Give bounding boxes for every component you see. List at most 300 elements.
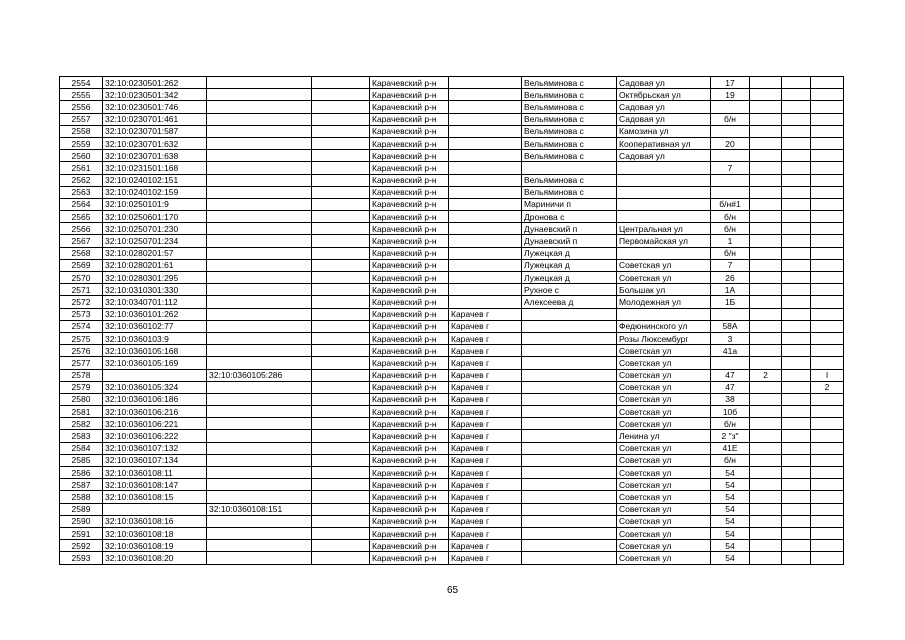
street-cell: Садовая ул xyxy=(617,77,711,89)
district-cell: Карачевский р-н xyxy=(370,418,449,430)
district-cell: Карачевский р-н xyxy=(370,357,449,369)
district-cell: Карачевский р-н xyxy=(370,552,449,564)
table-row xyxy=(60,284,844,296)
structure-number-cell xyxy=(782,308,811,320)
city-cell: Карачев г xyxy=(449,369,522,381)
house-number-cell: 7 xyxy=(711,259,750,271)
house-number-cell xyxy=(711,125,750,137)
building-number-cell xyxy=(750,247,782,259)
table-row xyxy=(60,113,844,125)
cadastral-number-alt-cell xyxy=(207,345,312,357)
house-number-cell: б/н xyxy=(711,454,750,466)
settlement-cell xyxy=(522,515,617,527)
city-cell: Карачев г xyxy=(449,381,522,393)
structure-number-cell xyxy=(782,150,811,162)
apartment-number-cell xyxy=(811,308,844,320)
street-cell: Ленина ул xyxy=(617,430,711,442)
row-number-cell: 2572 xyxy=(60,296,103,308)
cadastral-number-alt-cell xyxy=(207,150,312,162)
city-cell xyxy=(449,101,522,113)
settlement-cell xyxy=(522,418,617,430)
row-number-cell: 2561 xyxy=(60,162,103,174)
building-number-cell xyxy=(750,77,782,89)
building-number-cell xyxy=(750,418,782,430)
row-number-cell: 2574 xyxy=(60,320,103,332)
apartment-number-cell xyxy=(811,284,844,296)
cadastral-number-cell: 32:10:0230501:342 xyxy=(103,89,207,101)
blank-cell-cell xyxy=(312,296,370,308)
cadastral-number-alt-cell xyxy=(207,162,312,174)
blank-cell-cell xyxy=(312,320,370,332)
row-number-cell: 2567 xyxy=(60,235,103,247)
street-cell: Советская ул xyxy=(617,357,711,369)
table-row xyxy=(60,540,844,552)
structure-number-cell xyxy=(782,223,811,235)
city-cell: Карачев г xyxy=(449,491,522,503)
cadastral-number-alt-cell xyxy=(207,308,312,320)
settlement-cell xyxy=(522,491,617,503)
building-number-cell xyxy=(750,198,782,210)
cadastral-number-cell: 32:10:0360107:132 xyxy=(103,442,207,454)
city-cell xyxy=(449,186,522,198)
district-cell: Карачевский р-н xyxy=(370,174,449,186)
district-cell: Карачевский р-н xyxy=(370,442,449,454)
district-cell: Карачевский р-н xyxy=(370,393,449,405)
blank-cell-cell xyxy=(312,345,370,357)
street-cell: Советская ул xyxy=(617,259,711,271)
settlement-cell xyxy=(522,454,617,466)
house-number-cell: 41а xyxy=(711,345,750,357)
building-number-cell xyxy=(750,430,782,442)
table-row xyxy=(60,77,844,89)
cadastral-number-alt-cell xyxy=(207,406,312,418)
district-cell: Карачевский р-н xyxy=(370,406,449,418)
table-row xyxy=(60,503,844,515)
house-number-cell: 54 xyxy=(711,467,750,479)
blank-cell-cell xyxy=(312,332,370,344)
row-number-cell: 2563 xyxy=(60,186,103,198)
house-number-cell xyxy=(711,186,750,198)
apartment-number-cell xyxy=(811,186,844,198)
city-cell xyxy=(449,211,522,223)
blank-cell-cell xyxy=(312,357,370,369)
structure-number-cell xyxy=(782,77,811,89)
row-number-cell: 2577 xyxy=(60,357,103,369)
structure-number-cell xyxy=(782,320,811,332)
settlement-cell xyxy=(522,552,617,564)
blank-cell-cell xyxy=(312,150,370,162)
city-cell: Карачев г xyxy=(449,357,522,369)
structure-number-cell xyxy=(782,259,811,271)
city-cell xyxy=(449,77,522,89)
city-cell xyxy=(449,137,522,149)
city-cell xyxy=(449,235,522,247)
row-number-cell: 2554 xyxy=(60,77,103,89)
district-cell: Карачевский р-н xyxy=(370,150,449,162)
row-number-cell: 2593 xyxy=(60,552,103,564)
district-cell: Карачевский р-н xyxy=(370,137,449,149)
apartment-number-cell xyxy=(811,406,844,418)
table-row xyxy=(60,430,844,442)
city-cell: Карачев г xyxy=(449,393,522,405)
table-row xyxy=(60,223,844,235)
table-row xyxy=(60,467,844,479)
settlement-cell: Рухное с xyxy=(522,284,617,296)
apartment-number-cell xyxy=(811,491,844,503)
house-number-cell: 10б xyxy=(711,406,750,418)
row-number-cell: 2579 xyxy=(60,381,103,393)
blank-cell-cell xyxy=(312,125,370,137)
city-cell: Карачев г xyxy=(449,503,522,515)
row-number-cell: 2565 xyxy=(60,211,103,223)
street-cell xyxy=(617,308,711,320)
structure-number-cell xyxy=(782,345,811,357)
settlement-cell: Дунаевский п xyxy=(522,235,617,247)
row-number-cell: 2583 xyxy=(60,430,103,442)
structure-number-cell xyxy=(782,369,811,381)
settlement-cell xyxy=(522,332,617,344)
blank-cell-cell xyxy=(312,77,370,89)
cadastral-number-cell: 32:10:0360105:324 xyxy=(103,381,207,393)
apartment-number-cell xyxy=(811,540,844,552)
street-cell: Первомайская ул xyxy=(617,235,711,247)
settlement-cell xyxy=(522,345,617,357)
house-number-cell xyxy=(711,357,750,369)
row-number-cell: 2582 xyxy=(60,418,103,430)
cadastral-number-cell: 32:10:0360106:221 xyxy=(103,418,207,430)
building-number-cell xyxy=(750,235,782,247)
row-number-cell: 2592 xyxy=(60,540,103,552)
table-row xyxy=(60,406,844,418)
cadastral-number-cell: 32:10:0230701:632 xyxy=(103,137,207,149)
blank-cell-cell xyxy=(312,211,370,223)
cadastral-number-cell: 32:10:0360106:186 xyxy=(103,393,207,405)
cadastral-number-cell: 32:10:0230701:638 xyxy=(103,150,207,162)
cadastral-number-alt-cell xyxy=(207,552,312,564)
house-number-cell: 3 xyxy=(711,332,750,344)
street-cell: Советская ул xyxy=(617,515,711,527)
cadastral-number-alt-cell xyxy=(207,527,312,539)
cadastral-number-alt-cell xyxy=(207,357,312,369)
apartment-number-cell xyxy=(811,393,844,405)
table-row xyxy=(60,308,844,320)
cadastral-number-cell: 32:10:0360108:11 xyxy=(103,467,207,479)
building-number-cell xyxy=(750,259,782,271)
building-number-cell xyxy=(750,467,782,479)
structure-number-cell xyxy=(782,467,811,479)
table-row xyxy=(60,320,844,332)
district-cell: Карачевский р-н xyxy=(370,284,449,296)
district-cell: Карачевский р-н xyxy=(370,491,449,503)
table-row xyxy=(60,296,844,308)
street-cell: Большак ул xyxy=(617,284,711,296)
building-number-cell xyxy=(750,101,782,113)
page-number: 65 xyxy=(446,585,459,596)
apartment-number-cell xyxy=(811,345,844,357)
blank-cell-cell xyxy=(312,223,370,235)
apartment-number-cell xyxy=(811,211,844,223)
district-cell: Карачевский р-н xyxy=(370,211,449,223)
settlement-cell xyxy=(522,308,617,320)
structure-number-cell xyxy=(782,418,811,430)
blank-cell-cell xyxy=(312,89,370,101)
cadastral-number-cell: 32:10:0280201:61 xyxy=(103,259,207,271)
district-cell: Карачевский р-н xyxy=(370,381,449,393)
row-number-cell: 2568 xyxy=(60,247,103,259)
house-number-cell: б/н#1 xyxy=(711,198,750,210)
row-number-cell: 2586 xyxy=(60,467,103,479)
apartment-number-cell xyxy=(811,223,844,235)
cadastral-number-cell: 32:10:0240102:159 xyxy=(103,186,207,198)
structure-number-cell xyxy=(782,272,811,284)
blank-cell-cell xyxy=(312,503,370,515)
table-row xyxy=(60,552,844,564)
building-number-cell xyxy=(750,491,782,503)
district-cell: Карачевский р-н xyxy=(370,527,449,539)
blank-cell-cell xyxy=(312,527,370,539)
apartment-number-cell xyxy=(811,137,844,149)
apartment-number-cell xyxy=(811,442,844,454)
building-number-cell xyxy=(750,284,782,296)
house-number-cell: 54 xyxy=(711,515,750,527)
building-number-cell xyxy=(750,527,782,539)
structure-number-cell xyxy=(782,235,811,247)
apartment-number-cell xyxy=(811,552,844,564)
district-cell: Карачевский р-н xyxy=(370,515,449,527)
city-cell: Карачев г xyxy=(449,418,522,430)
cadastral-number-alt-cell: 32:10:0360105:286 xyxy=(207,369,312,381)
street-cell: Советская ул xyxy=(617,540,711,552)
cadastral-number-alt-cell xyxy=(207,223,312,235)
cadastral-number-cell: 32:10:0360105:168 xyxy=(103,345,207,357)
settlement-cell: Мариничи п xyxy=(522,198,617,210)
structure-number-cell xyxy=(782,125,811,137)
street-cell: Советская ул xyxy=(617,393,711,405)
structure-number-cell xyxy=(782,296,811,308)
cadastral-number-cell: 32:10:0360108:15 xyxy=(103,491,207,503)
blank-cell-cell xyxy=(312,113,370,125)
apartment-number-cell xyxy=(811,479,844,491)
table-row xyxy=(60,442,844,454)
district-cell: Карачевский р-н xyxy=(370,186,449,198)
building-number-cell xyxy=(750,345,782,357)
cadastral-number-alt-cell xyxy=(207,259,312,271)
table-row xyxy=(60,479,844,491)
city-cell: Карачев г xyxy=(449,406,522,418)
blank-cell-cell xyxy=(312,491,370,503)
settlement-cell xyxy=(522,479,617,491)
street-cell: Садовая ул xyxy=(617,150,711,162)
house-number-cell: б/н xyxy=(711,211,750,223)
structure-number-cell xyxy=(782,515,811,527)
street-cell xyxy=(617,247,711,259)
apartment-number-cell xyxy=(811,320,844,332)
settlement-cell: Вельяминова с xyxy=(522,77,617,89)
cadastral-number-alt-cell xyxy=(207,247,312,259)
cadastral-number-alt-cell xyxy=(207,125,312,137)
row-number-cell: 2556 xyxy=(60,101,103,113)
district-cell: Карачевский р-н xyxy=(370,198,449,210)
table-row xyxy=(60,515,844,527)
street-cell: Советская ул xyxy=(617,381,711,393)
structure-number-cell xyxy=(782,332,811,344)
city-cell: Карачев г xyxy=(449,527,522,539)
street-cell xyxy=(617,174,711,186)
district-cell: Карачевский р-н xyxy=(370,332,449,344)
street-cell: Центральная ул xyxy=(617,223,711,235)
house-number-cell: 54 xyxy=(711,503,750,515)
blank-cell-cell xyxy=(312,247,370,259)
apartment-number-cell xyxy=(811,125,844,137)
cadastral-number-cell: 32:10:0340701:112 xyxy=(103,296,207,308)
row-number-cell: 2587 xyxy=(60,479,103,491)
structure-number-cell xyxy=(782,284,811,296)
blank-cell-cell xyxy=(312,467,370,479)
apartment-number-cell xyxy=(811,503,844,515)
cadastral-number-cell: 32:10:0360108:19 xyxy=(103,540,207,552)
structure-number-cell xyxy=(782,454,811,466)
street-cell: Советская ул xyxy=(617,552,711,564)
table-row xyxy=(60,150,844,162)
blank-cell-cell xyxy=(312,259,370,271)
cadastral-number-alt-cell xyxy=(207,381,312,393)
structure-number-cell xyxy=(782,101,811,113)
district-cell: Карачевский р-н xyxy=(370,235,449,247)
street-cell: Садовая ул xyxy=(617,113,711,125)
building-number-cell xyxy=(750,515,782,527)
house-number-cell: 54 xyxy=(711,479,750,491)
building-number-cell: 2 xyxy=(750,369,782,381)
blank-cell-cell xyxy=(312,540,370,552)
table-row xyxy=(60,454,844,466)
cadastral-number-alt-cell xyxy=(207,284,312,296)
building-number-cell xyxy=(750,540,782,552)
structure-number-cell xyxy=(782,406,811,418)
structure-number-cell xyxy=(782,540,811,552)
table-row xyxy=(60,89,844,101)
city-cell xyxy=(449,174,522,186)
table-row xyxy=(60,491,844,503)
cadastral-number-cell: 32:10:0360108:16 xyxy=(103,515,207,527)
cadastral-number-cell: 32:10:0360106:222 xyxy=(103,430,207,442)
district-cell: Карачевский р-н xyxy=(370,320,449,332)
settlement-cell: Вельяминова с xyxy=(522,174,617,186)
district-cell: Карачевский р-н xyxy=(370,454,449,466)
street-cell: Советская ул xyxy=(617,454,711,466)
building-number-cell xyxy=(750,332,782,344)
settlement-cell: Вельяминова с xyxy=(522,113,617,125)
building-number-cell xyxy=(750,223,782,235)
table-row xyxy=(60,235,844,247)
city-cell xyxy=(449,113,522,125)
cadastral-number-alt-cell xyxy=(207,320,312,332)
building-number-cell xyxy=(750,320,782,332)
settlement-cell xyxy=(522,430,617,442)
cadastral-number-alt-cell xyxy=(207,211,312,223)
house-number-cell: 54 xyxy=(711,552,750,564)
blank-cell-cell xyxy=(312,515,370,527)
district-cell: Карачевский р-н xyxy=(370,479,449,491)
row-number-cell: 2585 xyxy=(60,454,103,466)
blank-cell-cell xyxy=(312,284,370,296)
building-number-cell xyxy=(750,137,782,149)
district-cell: Карачевский р-н xyxy=(370,503,449,515)
cadastral-number-cell: 32:10:0310301:330 xyxy=(103,284,207,296)
row-number-cell: 2564 xyxy=(60,198,103,210)
row-number-cell: 2578 xyxy=(60,369,103,381)
cadastral-number-alt-cell xyxy=(207,540,312,552)
blank-cell-cell xyxy=(312,198,370,210)
district-cell: Карачевский р-н xyxy=(370,247,449,259)
blank-cell-cell xyxy=(312,454,370,466)
apartment-number-cell xyxy=(811,515,844,527)
district-cell: Карачевский р-н xyxy=(370,369,449,381)
table-row xyxy=(60,418,844,430)
table-row xyxy=(60,393,844,405)
street-cell: Советская ул xyxy=(617,369,711,381)
apartment-number-cell xyxy=(811,332,844,344)
house-number-cell xyxy=(711,150,750,162)
row-number-cell: 2573 xyxy=(60,308,103,320)
city-cell: Карачев г xyxy=(449,515,522,527)
property-table xyxy=(59,76,844,565)
cadastral-number-cell xyxy=(103,503,207,515)
row-number-cell: 2588 xyxy=(60,491,103,503)
table-row xyxy=(60,101,844,113)
row-number-cell: 2571 xyxy=(60,284,103,296)
table-row xyxy=(60,369,844,381)
blank-cell-cell xyxy=(312,369,370,381)
blank-cell-cell xyxy=(312,442,370,454)
building-number-cell xyxy=(750,381,782,393)
building-number-cell xyxy=(750,503,782,515)
apartment-number-cell xyxy=(811,101,844,113)
settlement-cell: Алексеева д xyxy=(522,296,617,308)
building-number-cell xyxy=(750,479,782,491)
structure-number-cell xyxy=(782,137,811,149)
cadastral-number-alt-cell xyxy=(207,393,312,405)
apartment-number-cell xyxy=(811,272,844,284)
blank-cell-cell xyxy=(312,162,370,174)
row-number-cell: 2566 xyxy=(60,223,103,235)
table-row xyxy=(60,211,844,223)
district-cell: Карачевский р-н xyxy=(370,113,449,125)
settlement-cell xyxy=(522,393,617,405)
row-number-cell: 2569 xyxy=(60,259,103,271)
table-row xyxy=(60,527,844,539)
street-cell: Федюнинского ул xyxy=(617,320,711,332)
row-number-cell: 2558 xyxy=(60,125,103,137)
house-number-cell: б/н xyxy=(711,113,750,125)
blank-cell-cell xyxy=(312,174,370,186)
street-cell: Советская ул xyxy=(617,272,711,284)
house-number-cell: 17 xyxy=(711,77,750,89)
house-number-cell: 19 xyxy=(711,89,750,101)
blank-cell-cell xyxy=(312,381,370,393)
house-number-cell: 47 xyxy=(711,369,750,381)
house-number-cell: б/н xyxy=(711,247,750,259)
street-cell xyxy=(617,198,711,210)
settlement-cell xyxy=(522,369,617,381)
cadastral-number-alt-cell xyxy=(207,77,312,89)
district-cell: Карачевский р-н xyxy=(370,308,449,320)
row-number-cell: 2589 xyxy=(60,503,103,515)
cadastral-number-alt-cell xyxy=(207,296,312,308)
table-row xyxy=(60,174,844,186)
cadastral-number-cell: 32:10:0230501:262 xyxy=(103,77,207,89)
apartment-number-cell xyxy=(811,454,844,466)
house-number-cell: 7 xyxy=(711,162,750,174)
